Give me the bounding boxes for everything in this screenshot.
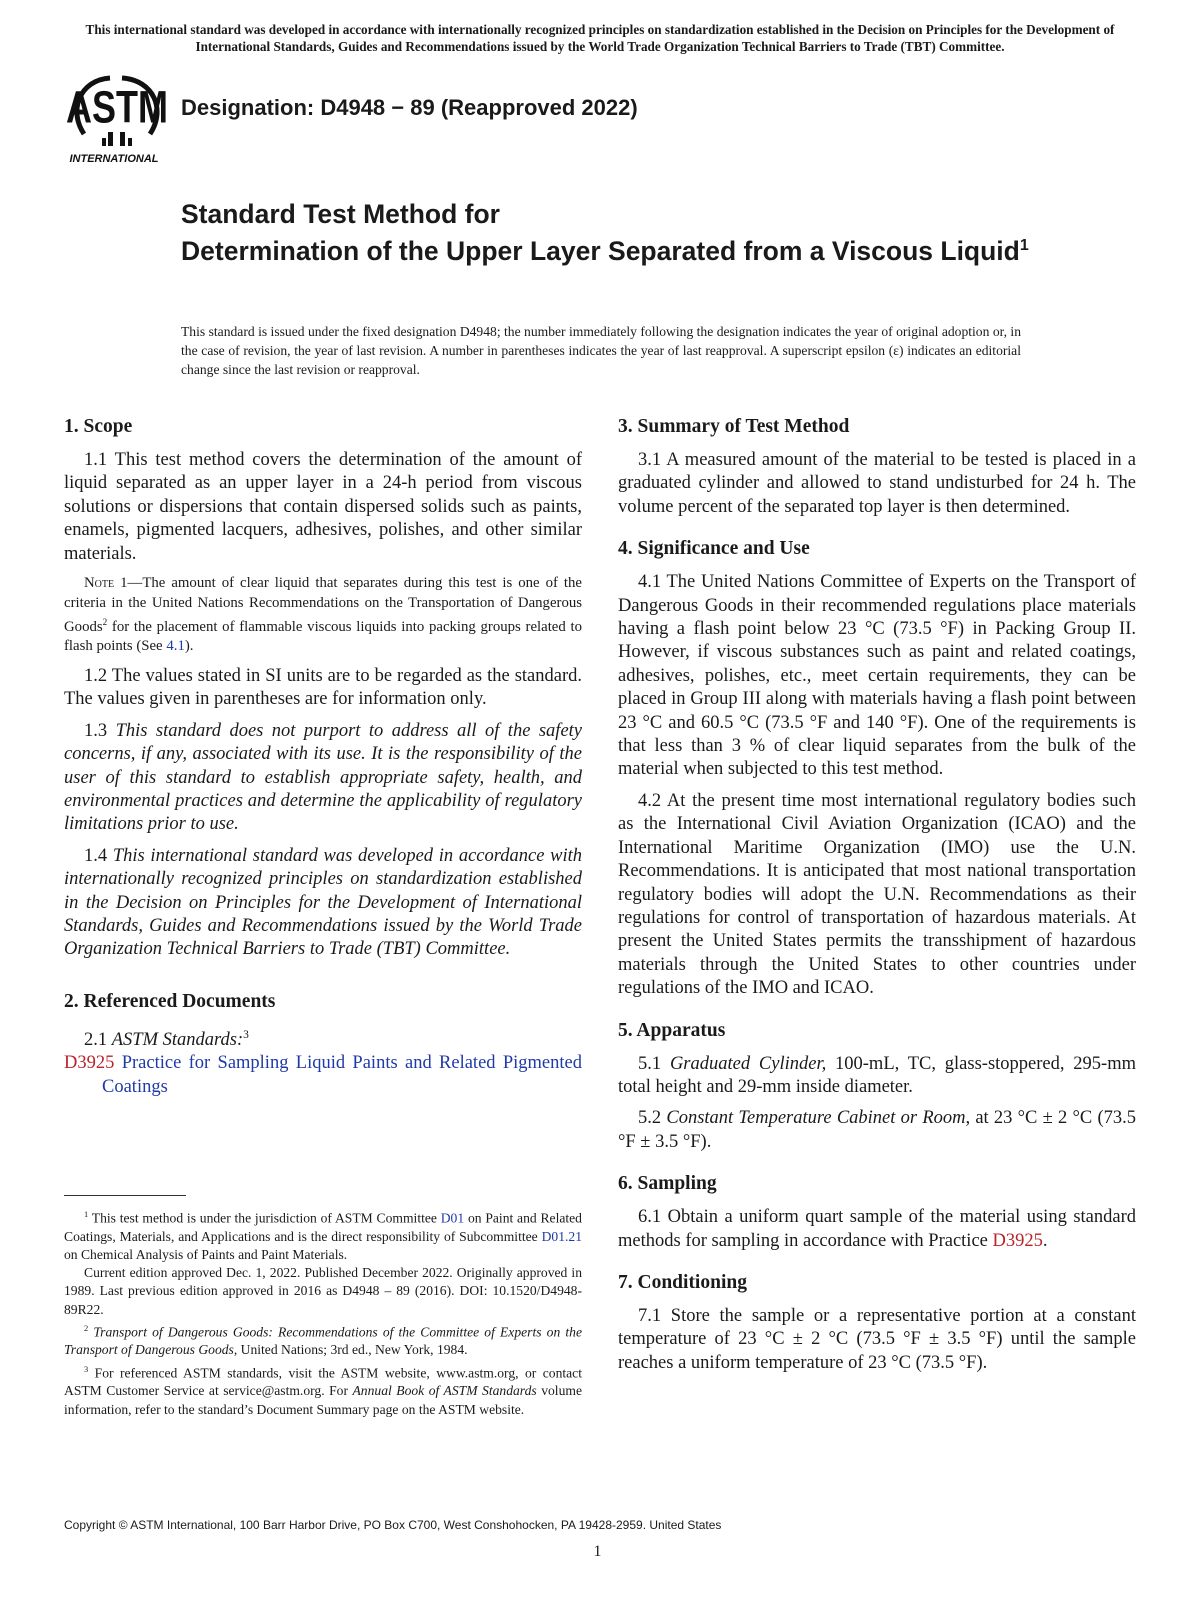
para-1-2: 1.2 The values stated in SI units are to be regarded as the standard. The values given in parentheses are for information only.: [64, 665, 582, 710]
link-d01-21[interactable]: D01.21: [541, 1228, 582, 1244]
para-7-1: 7.1 Store the sample or a representative portion at a constant temperature of 23 °C ± 2 °C (73.5 °F ± 3.5 °F) until the sample reaches a uniform temperature of 23 °C (73.5 °F).: [618, 1305, 1136, 1373]
page-number: 1: [593, 1543, 602, 1560]
astm-logo: [62, 70, 172, 166]
note-1: Note 1—The amount of clear liquid that separates during this test is one of the criteria in the United Nations Recommendations on the Transportation of Dangerous Goods$^2$ for the placement of flammable viscous liquids into packing groups related to flash points (See 4.1).: [64, 575, 582, 655]
link-d01[interactable]: D01: [440, 1210, 465, 1226]
para-3-1: 3.1 A measured amount of the material to be tested is placed in a graduated cylinder and allowed to stand undisturbed for 24 h. The volume percent of the separated top layer is then determined.: [618, 450, 1136, 517]
right-column: [618, 415, 1136, 1383]
para-6-1: 6.1 Obtain a uniform quart sample of the material using standard methods for sampling in accordance with Practice D3925.: [618, 1207, 1136, 1251]
title-line-2: Determination of the Upper Layer Separated from a Viscous Liquid$^1$: [181, 235, 1029, 266]
section-heading-referenced-documents: 2. Referenced Documents: [64, 990, 276, 1012]
section-heading-summary: 3. Summary of Test Method: [618, 416, 850, 437]
para-1-4: 1.4 This international standard was developed in accordance with internationally recognized principles on standardization established in the Decision on Principles for the Development of International Standards, Guides and Recommendations issued by the World Trade Organization Technical Barriers to Trade (TBT) Committee.: [64, 845, 583, 960]
para-1-3: 1.3 This standard does not purport to address all of the safety concerns, if any, associated with its use. It is the responsibility of the user of this standard to establish appropriate safety, health, and environmental practices and determine the applicability of regulatory limitations prior to use.: [64, 720, 583, 835]
link-4-1[interactable]: 4.1: [166, 638, 185, 655]
para-4-2: 4.2 At the present time most international regulatory bodies such as the International Civil Aviation Organization (ICAO) and the International Maritime Organization (IMO) use the U.N. Recommendations. It is anticipated that most national transportation regulatory bodies will adopt the U.N. Recommendations as their regulations for control of transportation of hazardous materials. At present the United States permits the transshipment of hazardous materials through the United States to other countries under regulations of the IMO and ICAO.: [618, 790, 1136, 999]
footnote-1: $^1$ This test method is under the jurisdiction of ASTM Committee D01 on Paint and Related Coatings, Materials, and Applications and is the direct responsibility of Subcommittee D01.21 on Chemical Analysis of Paints and Paint Materials.: [64, 1209, 582, 1262]
left-column: [64, 415, 582, 1099]
para-2-1: 2.1 ASTM Standards:$^3$: [84, 1028, 249, 1050]
footnote-1-edition: Current edition approved Dec. 1, 2022. Published December 2022. Originally approved in 1989. Last previous edition approved in 2016 as D4948 – 89 (2016). DOI: 10.1520/D4948-89R22.: [64, 1265, 582, 1317]
para-5-2: 5.2 Constant Temperature Cabinet or Room, at 23 °C ± 2 °C (73.5 °F ± 3.5 °F).: [618, 1108, 1136, 1152]
section-heading-apparatus: 5. Apparatus: [618, 1019, 726, 1041]
title-footnote-mark: 1: [1019, 237, 1029, 254]
reference-title: Practice for Sampling Liquid Paints and Related Pigmented Coatings: [102, 1053, 582, 1097]
footnotes: [64, 1205, 582, 1419]
para-1-1: 1.1 This test method covers the determination of the amount of liquid separated as an upper layer in a 24-h period from viscous solutions or dispersions that contain dispersed solids such as paints, enamels, pigmented lacquers, adhesives, polishes, and other similar materials.: [64, 450, 582, 564]
section-heading-significance: 4. Significance and Use: [618, 538, 810, 560]
section-heading-sampling: 6. Sampling: [618, 1173, 717, 1195]
para-4-1: 4.1 The United Nations Committee of Experts on the Transport of Dangerous Goods in their recommended regulations place materials having a flash point below 23 °C (73.5 °F) in Packing Group II. However, if viscous substances such as paint and related coatings, adhesives, polishes, etc., meet certain requirements, they can be placed in Group III along with materials having a flash point between 23 °C and 60.5 °C (73.5 °F and 140 °F). One of the requirements is that less than 3 % of clear liquid separates from the bulk of the material when subjected to this test method.: [618, 572, 1136, 780]
link-d3925[interactable]: D3925: [992, 1230, 1043, 1251]
para-5-1: 5.1 Graduated Cylinder, 100-mL, TC, glass-stoppered, 295-mm total height and 29-mm inside diameter.: [618, 1053, 1136, 1097]
section-heading-conditioning: 7. Conditioning: [618, 1271, 747, 1293]
footnote-rule: [64, 1195, 186, 1196]
logo-letters: ASTM: [66, 81, 168, 133]
designation: Designation: D4948 − 89 (Reapproved 2022): [181, 95, 638, 120]
footnote-2: $^2$ Transport of Dangerous Goods: Recommendations of the Committee of Experts on the Transport of Dangerous Goods, United Nations; 3rd ed., New York, 1984.: [64, 1322, 582, 1358]
top-notice: This international standard was developed in accordance with internationally recognized principles on standardization established in the Decision on Principles for the Development of International Standards, Guides and Recommendations issued by the World Trade Organization Technical Barriers to Trade (TBT) Committee.: [85, 22, 1115, 54]
issue-note: This standard is issued under the fixed designation D4948; the number immediately following the designation indicates the year of original adoption or, in the case of revision, the year of last revision. A number in parentheses indicates the year of last reapproval. A superscript epsilon (ε) indicates an editorial change since the last revision or reapproval.: [181, 324, 1021, 377]
title-line-1: Standard Test Method for: [181, 199, 500, 229]
document-title: [181, 198, 1081, 267]
section-heading-scope: 1. Scope: [64, 416, 133, 437]
reference-d3925[interactable]: [64, 1052, 582, 1099]
copyright-line: Copyright © ASTM International, 100 Barr Harbor Drive, PO Box C700, West Conshohocken, PA 19428-2959. United States: [64, 1518, 722, 1532]
reference-code: D3925: [64, 1053, 115, 1074]
logo-subtext: INTERNATIONAL: [69, 153, 159, 165]
footnote-3: $^3$ For referenced ASTM standards, visit the ASTM website, www.astm.org, or contact ASTM Customer Service at service@astm.org. For Annual Book of ASTM Standards volume information, refer to the standard’s Document Summary page on the ASTM website.: [64, 1363, 582, 1417]
